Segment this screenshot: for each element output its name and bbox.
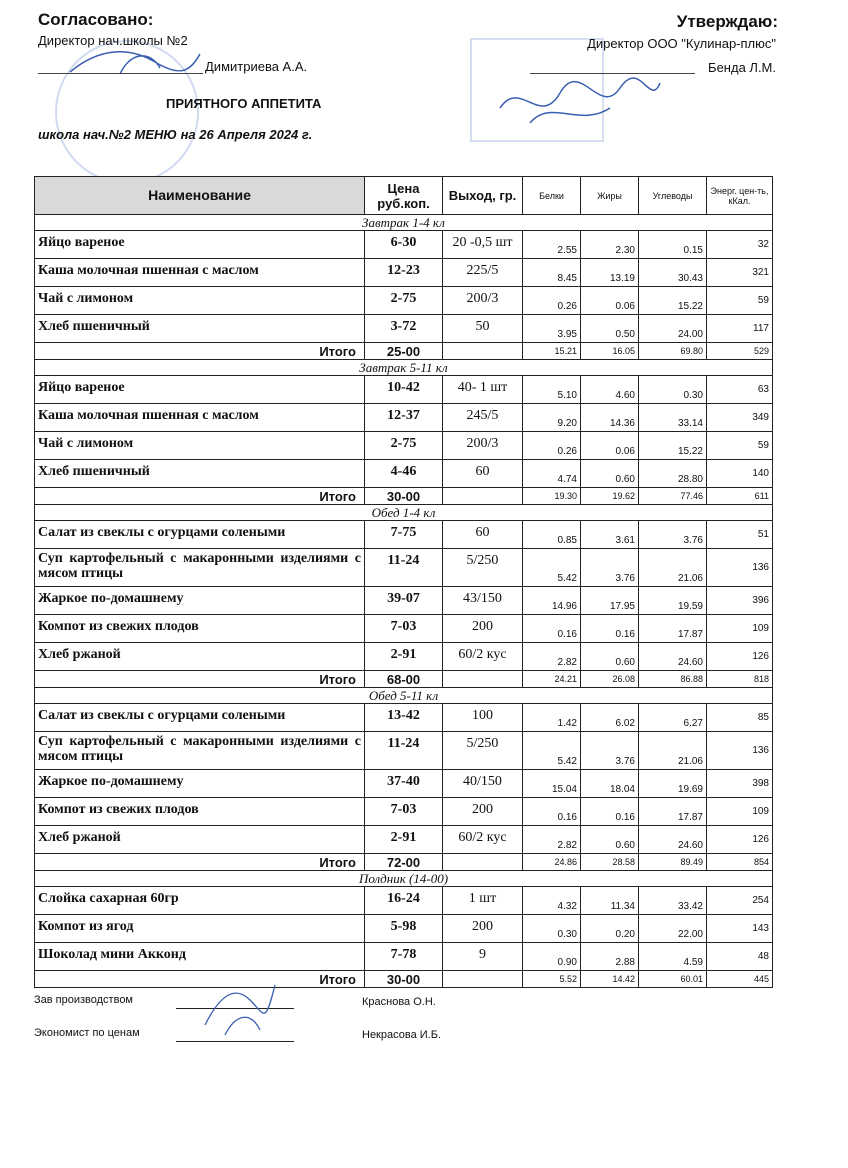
dish-output: 225/5 — [443, 259, 523, 287]
total-output-empty — [443, 854, 523, 871]
table-row — [35, 943, 773, 971]
greeting: ПРИЯТНОГО АППЕТИТА — [166, 96, 322, 111]
table-row — [35, 615, 773, 643]
dish-name: Хлеб ржаной — [35, 643, 365, 671]
approved-left-position: Директор нач.школы №2 — [38, 33, 188, 48]
dish-output: 200/3 — [443, 287, 523, 315]
dish-output: 50 — [443, 315, 523, 343]
total-fat: 28.58 — [581, 854, 639, 871]
dish-carbs: 33.42 — [639, 887, 707, 915]
section-title: Полдник (14-00) — [35, 871, 773, 887]
footer-role-2: Экономист по ценам — [34, 1027, 140, 1039]
table-header — [35, 177, 773, 215]
table-row — [35, 798, 773, 826]
total-row — [35, 671, 773, 688]
total-price: 30-00 — [365, 971, 443, 988]
total-output-empty — [443, 488, 523, 505]
dish-output: 200 — [443, 798, 523, 826]
menu-body — [35, 215, 773, 988]
dish-fat: 0.60 — [581, 460, 639, 488]
dish-protein: 8.45 — [523, 259, 581, 287]
col-price: Цена руб.коп. — [365, 177, 443, 215]
dish-price: 7-75 — [365, 521, 443, 549]
dish-name: Салат из свеклы с огурцами солеными — [35, 521, 365, 549]
approved-right-title: Утверждаю: — [676, 12, 778, 31]
dish-output: 9 — [443, 943, 523, 971]
dish-energy: 109 — [707, 798, 773, 826]
table-row — [35, 887, 773, 915]
total-fat: 16.05 — [581, 343, 639, 360]
total-fat: 19.62 — [581, 488, 639, 505]
table-row — [35, 732, 773, 770]
dish-protein: 0.26 — [523, 287, 581, 315]
dish-name: Яйцо вареное — [35, 376, 365, 404]
dish-protein: 4.32 — [523, 887, 581, 915]
total-energy: 818 — [707, 671, 773, 688]
table-row — [35, 826, 773, 854]
section-title: Завтрак 5-11 кл — [35, 360, 773, 376]
total-carbs: 89.49 — [639, 854, 707, 871]
dish-price: 2-75 — [365, 432, 443, 460]
dish-protein: 0.90 — [523, 943, 581, 971]
dish-energy: 396 — [707, 587, 773, 615]
dish-protein: 15.04 — [523, 770, 581, 798]
signature-line-right — [530, 73, 695, 74]
dish-output: 200/3 — [443, 432, 523, 460]
dish-name: Хлеб ржаной — [35, 826, 365, 854]
dish-name: Жаркое по-домашнему — [35, 587, 365, 615]
dish-name: Жаркое по-домашнему — [35, 770, 365, 798]
approved-right-name: Бенда Л.М. — [708, 60, 776, 75]
col-output: Выход, гр. — [443, 177, 523, 215]
dish-fat: 2.30 — [581, 231, 639, 259]
dish-fat: 18.04 — [581, 770, 639, 798]
dish-carbs: 3.76 — [639, 521, 707, 549]
total-row — [35, 854, 773, 871]
dish-protein: 3.95 — [523, 315, 581, 343]
total-row — [35, 343, 773, 360]
total-protein: 15.21 — [523, 343, 581, 360]
total-carbs: 69.80 — [639, 343, 707, 360]
dish-fat: 3.76 — [581, 549, 639, 587]
dish-output: 200 — [443, 915, 523, 943]
total-label: Итого — [35, 671, 365, 688]
dish-carbs: 15.22 — [639, 287, 707, 315]
table-row — [35, 259, 773, 287]
dish-price: 3-72 — [365, 315, 443, 343]
dish-price: 2-91 — [365, 643, 443, 671]
dish-fat: 0.16 — [581, 798, 639, 826]
dish-fat: 14.36 — [581, 404, 639, 432]
total-output-empty — [443, 343, 523, 360]
dish-energy: 136 — [707, 549, 773, 587]
table-row — [35, 770, 773, 798]
dish-price: 2-91 — [365, 826, 443, 854]
dish-carbs: 22.00 — [639, 915, 707, 943]
dish-carbs: 24.00 — [639, 315, 707, 343]
footer-name-2: Некрасова И.Б. — [362, 1029, 441, 1041]
approved-right-position: Директор ООО "Кулинар-плюс" — [587, 36, 776, 51]
dish-protein: 2.55 — [523, 231, 581, 259]
section-header — [35, 871, 773, 887]
dish-price: 12-37 — [365, 404, 443, 432]
dish-carbs: 30.43 — [639, 259, 707, 287]
dish-protein: 5.42 — [523, 732, 581, 770]
section-title: Обед 5-11 кл — [35, 688, 773, 704]
dish-fat: 13.19 — [581, 259, 639, 287]
total-output-empty — [443, 671, 523, 688]
dish-protein: 2.82 — [523, 643, 581, 671]
dish-name: Компот из свежих плодов — [35, 615, 365, 643]
col-carbs: Углеводы — [639, 177, 707, 215]
dish-name: Хлеб пшеничный — [35, 315, 365, 343]
dish-name: Чай с лимоном — [35, 287, 365, 315]
signature-left — [60, 42, 210, 82]
col-fat: Жиры — [581, 177, 639, 215]
signature-right — [490, 68, 670, 138]
dish-energy: 32 — [707, 231, 773, 259]
dish-protein: 0.26 — [523, 432, 581, 460]
total-fat: 26.08 — [581, 671, 639, 688]
dish-carbs: 15.22 — [639, 432, 707, 460]
dish-protein: 14.96 — [523, 587, 581, 615]
dish-name: Каша молочная пшенная с маслом — [35, 259, 365, 287]
total-energy: 854 — [707, 854, 773, 871]
dish-energy: 48 — [707, 943, 773, 971]
dish-energy: 349 — [707, 404, 773, 432]
dish-carbs: 24.60 — [639, 826, 707, 854]
dish-price: 5-98 — [365, 915, 443, 943]
dish-carbs: 6.27 — [639, 704, 707, 732]
table-row — [35, 521, 773, 549]
footer-role-1: Зав производством — [34, 994, 133, 1006]
dish-price: 7-03 — [365, 798, 443, 826]
dish-output: 5/250 — [443, 549, 523, 587]
dish-fat: 0.60 — [581, 643, 639, 671]
col-name: Наименование — [35, 177, 365, 215]
dish-name: Салат из свеклы с огурцами солеными — [35, 704, 365, 732]
dish-price: 12-23 — [365, 259, 443, 287]
dish-energy: 117 — [707, 315, 773, 343]
dish-price: 16-24 — [365, 887, 443, 915]
menu-table — [34, 176, 773, 988]
dish-carbs: 0.15 — [639, 231, 707, 259]
dish-carbs: 28.80 — [639, 460, 707, 488]
table-row — [35, 643, 773, 671]
dish-price: 7-03 — [365, 615, 443, 643]
dish-price: 2-75 — [365, 287, 443, 315]
dish-fat: 0.06 — [581, 287, 639, 315]
total-protein: 24.86 — [523, 854, 581, 871]
table-row — [35, 315, 773, 343]
table-row — [35, 587, 773, 615]
total-carbs: 77.46 — [639, 488, 707, 505]
dish-carbs: 24.60 — [639, 643, 707, 671]
dish-output: 40- 1 шт — [443, 376, 523, 404]
dish-carbs: 19.69 — [639, 770, 707, 798]
approved-left-title: Согласовано: — [38, 10, 154, 29]
dish-output: 60/2 кус — [443, 643, 523, 671]
dish-energy: 140 — [707, 460, 773, 488]
table-row — [35, 460, 773, 488]
dish-energy: 51 — [707, 521, 773, 549]
table-row — [35, 432, 773, 460]
section-header — [35, 215, 773, 231]
total-label: Итого — [35, 343, 365, 360]
dish-price: 4-46 — [365, 460, 443, 488]
dish-output: 20 -0,5 шт — [443, 231, 523, 259]
dish-protein: 5.42 — [523, 549, 581, 587]
dish-name: Хлеб пшеничный — [35, 460, 365, 488]
dish-output: 60 — [443, 521, 523, 549]
dish-name: Компот из свежих плодов — [35, 798, 365, 826]
menu-title: школа нач.№2 МЕНЮ на 26 Апреля 2024 г. — [38, 127, 313, 142]
dish-price: 6-30 — [365, 231, 443, 259]
dish-name: Слойка сахарная 60гр — [35, 887, 365, 915]
dish-carbs: 21.06 — [639, 549, 707, 587]
dish-protein: 0.16 — [523, 615, 581, 643]
dish-protein: 0.85 — [523, 521, 581, 549]
dish-fat: 11.34 — [581, 887, 639, 915]
total-price: 72-00 — [365, 854, 443, 871]
dish-fat: 17.95 — [581, 587, 639, 615]
dish-fat: 0.20 — [581, 915, 639, 943]
dish-fat: 0.06 — [581, 432, 639, 460]
dish-price: 11-24 — [365, 549, 443, 587]
dish-name: Яйцо вареное — [35, 231, 365, 259]
dish-energy: 63 — [707, 376, 773, 404]
dish-price: 37-40 — [365, 770, 443, 798]
dish-name: Шоколад мини Акконд — [35, 943, 365, 971]
total-label: Итого — [35, 854, 365, 871]
total-energy: 611 — [707, 488, 773, 505]
dish-carbs: 19.59 — [639, 587, 707, 615]
dish-fat: 3.61 — [581, 521, 639, 549]
dish-protein: 4.74 — [523, 460, 581, 488]
footer-name-1: Краснова О.Н. — [362, 996, 436, 1008]
dish-energy: 126 — [707, 643, 773, 671]
dish-output: 60/2 кус — [443, 826, 523, 854]
dish-output: 60 — [443, 460, 523, 488]
dish-price: 7-78 — [365, 943, 443, 971]
dish-protein: 1.42 — [523, 704, 581, 732]
col-protein: Белки — [523, 177, 581, 215]
dish-carbs: 17.87 — [639, 615, 707, 643]
total-fat: 14.42 — [581, 971, 639, 988]
dish-price: 10-42 — [365, 376, 443, 404]
dish-output: 40/150 — [443, 770, 523, 798]
dish-name: Суп картофельный с макаронными изделиями с мясом птицы — [35, 549, 365, 587]
dish-fat: 3.76 — [581, 732, 639, 770]
total-protein: 5.52 — [523, 971, 581, 988]
table-row — [35, 549, 773, 587]
total-protein: 24.21 — [523, 671, 581, 688]
section-header — [35, 505, 773, 521]
dish-energy: 136 — [707, 732, 773, 770]
table-row — [35, 404, 773, 432]
dish-energy: 143 — [707, 915, 773, 943]
dish-carbs: 4.59 — [639, 943, 707, 971]
total-price: 30-00 — [365, 488, 443, 505]
total-output-empty — [443, 971, 523, 988]
dish-protein: 2.82 — [523, 826, 581, 854]
dish-fat: 4.60 — [581, 376, 639, 404]
total-label: Итого — [35, 488, 365, 505]
dish-output: 200 — [443, 615, 523, 643]
dish-protein: 0.16 — [523, 798, 581, 826]
total-price: 68-00 — [365, 671, 443, 688]
dish-price: 39-07 — [365, 587, 443, 615]
dish-energy: 126 — [707, 826, 773, 854]
dish-protein: 9.20 — [523, 404, 581, 432]
dish-fat: 0.50 — [581, 315, 639, 343]
dish-fat: 0.60 — [581, 826, 639, 854]
table-row — [35, 231, 773, 259]
dish-fat: 0.16 — [581, 615, 639, 643]
dish-carbs: 17.87 — [639, 798, 707, 826]
total-row — [35, 488, 773, 505]
dish-output: 5/250 — [443, 732, 523, 770]
signature-line-left — [38, 73, 203, 74]
table-row — [35, 376, 773, 404]
dish-name: Чай с лимоном — [35, 432, 365, 460]
dish-name: Компот из ягод — [35, 915, 365, 943]
dish-price: 11-24 — [365, 732, 443, 770]
dish-fat: 2.88 — [581, 943, 639, 971]
dish-energy: 398 — [707, 770, 773, 798]
approved-left-name: Димитриева А.А. — [205, 59, 308, 74]
total-protein: 19.30 — [523, 488, 581, 505]
table-row — [35, 915, 773, 943]
dish-name: Суп картофельный с макаронными изделиями с мясом птицы — [35, 732, 365, 770]
dish-price: 13-42 — [365, 704, 443, 732]
dish-carbs: 21.06 — [639, 732, 707, 770]
col-energy: Энерг. цен-ть, кКал. — [707, 177, 773, 215]
dish-output: 100 — [443, 704, 523, 732]
dish-energy: 254 — [707, 887, 773, 915]
footer-signature — [195, 975, 285, 1045]
total-label: Итого — [35, 971, 365, 988]
dish-protein: 0.30 — [523, 915, 581, 943]
total-price: 25-00 — [365, 343, 443, 360]
table-row — [35, 287, 773, 315]
dish-output: 43/150 — [443, 587, 523, 615]
total-carbs: 86.88 — [639, 671, 707, 688]
total-row — [35, 971, 773, 988]
dish-protein: 5.10 — [523, 376, 581, 404]
section-header — [35, 688, 773, 704]
table-row — [35, 704, 773, 732]
total-energy: 445 — [707, 971, 773, 988]
dish-energy: 59 — [707, 287, 773, 315]
section-header — [35, 360, 773, 376]
dish-output: 1 шт — [443, 887, 523, 915]
dish-energy: 85 — [707, 704, 773, 732]
dish-energy: 109 — [707, 615, 773, 643]
dish-fat: 6.02 — [581, 704, 639, 732]
dish-name: Каша молочная пшенная с маслом — [35, 404, 365, 432]
total-energy: 529 — [707, 343, 773, 360]
total-carbs: 60.01 — [639, 971, 707, 988]
dish-energy: 59 — [707, 432, 773, 460]
section-title: Завтрак 1-4 кл — [35, 215, 773, 231]
dish-carbs: 0.30 — [639, 376, 707, 404]
dish-carbs: 33.14 — [639, 404, 707, 432]
dish-energy: 321 — [707, 259, 773, 287]
dish-output: 245/5 — [443, 404, 523, 432]
section-title: Обед 1-4 кл — [35, 505, 773, 521]
